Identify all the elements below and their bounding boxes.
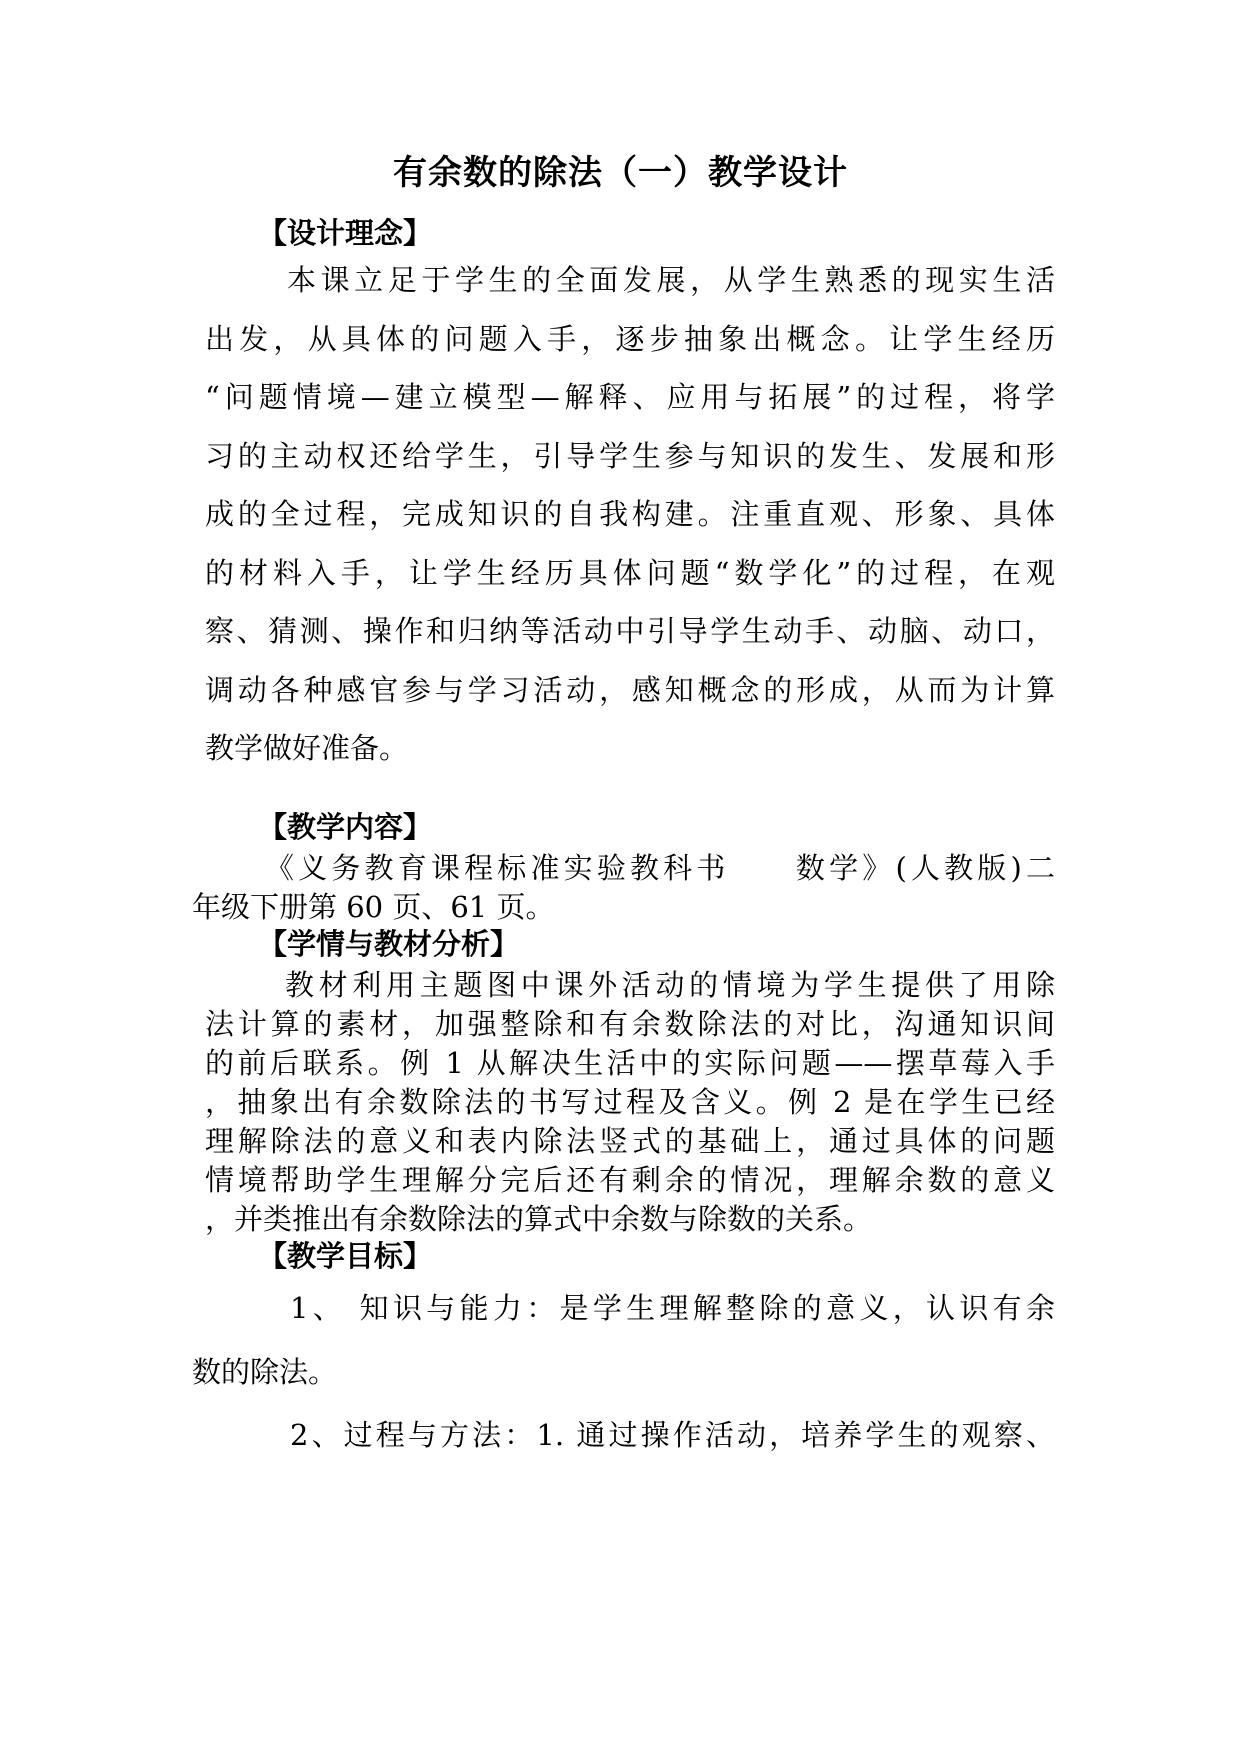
paragraph-line: ，并类推出有余数除法的算式中余数与除数的关系。: [205, 1202, 873, 1236]
heading-teaching-content: 【教学内容】: [258, 810, 433, 844]
paragraph-line: 法计算的素材，加强整除和有余数除法的对比，沟通知识间: [205, 1007, 1055, 1041]
paragraph-line: 本课立足于学生的全面发展，从学生熟悉的现实生活: [287, 263, 1055, 297]
heading-objectives: 【教学目标】: [258, 1239, 433, 1273]
paragraph-line: 理解除法的意义和表内除法竖式的基础上，通过具体的问题: [205, 1124, 1055, 1158]
heading-analysis: 【学情与教材分析】: [258, 927, 520, 961]
paragraph-line: 情境帮助学生理解分完后还有剩余的情况，理解余数的意义: [205, 1163, 1055, 1197]
document-title: 有余数的除法（一）教学设计: [393, 153, 848, 193]
paragraph-line: 的前后联系。例 1 从解决生活中的实际问题——摆草莓入手: [205, 1046, 1055, 1080]
paragraph-line: 的材料入手，让学生经历具体问题“数学化”的过程，在观: [205, 556, 1055, 590]
paragraph-line: 1、 知识与能力：是学生理解整除的意义，认识有余: [290, 1291, 1055, 1325]
paragraph-line: 成的全过程，完成知识的自我构建。注重直观、形象、具体: [205, 497, 1055, 531]
paragraph-line: 年级下册第 60 页、61 页。: [192, 890, 555, 924]
paragraph-line: 《义务教育课程标准实验教科书 数学》(人教版)二: [265, 851, 1055, 885]
paragraph-line: 习的主动权还给学生，引导学生参与知识的发生、发展和形: [205, 439, 1055, 473]
paragraph-line: 调动各种感官参与学习活动，感知概念的形成，从而为计算: [205, 673, 1055, 707]
paragraph-line: 2、过程与方法：1. 通过操作活动，培养学生的观察、: [290, 1418, 1055, 1452]
paragraph-line: 数的除法。: [192, 1355, 338, 1389]
paragraph-line: ，抽象出有余数除法的书写过程及含义。例 2 是在学生已经: [205, 1085, 1055, 1119]
paragraph-line: 出发，从具体的问题入手，逐步抽象出概念。让学生经历: [205, 322, 1055, 356]
paragraph-line: 察、猜测、操作和归纳等活动中引导学生动手、动脑、动口，: [205, 614, 1055, 648]
heading-design-concept: 【设计理念】: [258, 216, 433, 250]
paragraph-line: “问题情境—建立模型—解释、应用与拓展”的过程，将学: [205, 380, 1055, 414]
paragraph-line: 教学做好准备。: [205, 731, 409, 765]
paragraph-line: 教材利用主题图中课外活动的情境为学生提供了用除: [285, 968, 1055, 1002]
